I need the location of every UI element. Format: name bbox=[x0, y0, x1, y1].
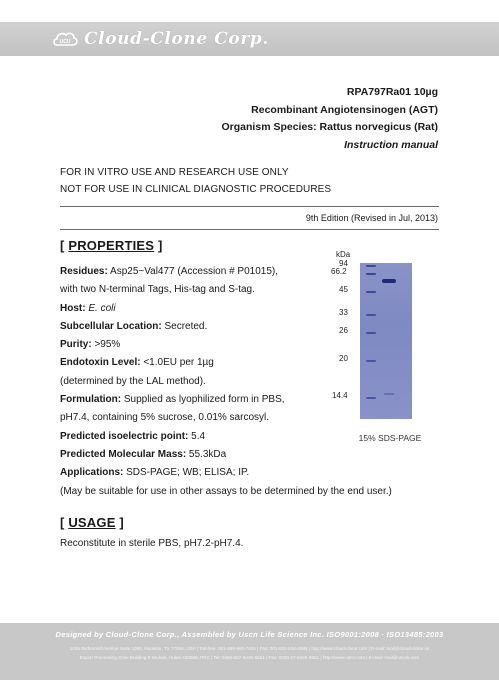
divider-edition bbox=[60, 229, 439, 230]
footer-address-prc: Export Processing Zone Building E Wuhan, Hubei 430056, PRC | Tel: 0086-027-8425-9551 | Fax: 0086-27-8425-9551 | http://www.uscn.com | E-mail: mail@uscnk.com bbox=[79, 655, 420, 660]
prop-host: Host: E. coli bbox=[60, 302, 116, 314]
use-notice-line-1: FOR IN VITRO USE AND RESEARCH USE ONLY bbox=[60, 167, 289, 178]
gel-image bbox=[360, 263, 412, 419]
prop-formulation-cont: pH7.4, containing 5% sucrose, 0.01% sarcosyl. bbox=[60, 412, 269, 424]
prop-purity: Purity: >95% bbox=[60, 339, 121, 351]
prop-residues: Residues: Asp25~Val477 (Accession # P01015), bbox=[60, 266, 279, 277]
use-notice bbox=[60, 164, 331, 198]
gel-unit-label: kDa bbox=[336, 250, 351, 259]
ladder-band bbox=[366, 265, 376, 267]
product-name: Recombinant Angiotensinogen (AGT) bbox=[251, 103, 438, 116]
marker-label: 20 bbox=[339, 354, 348, 363]
footer-credits: Designed by Cloud-Clone Corp., Assembled by Uscn Life Science Inc. ISO9001:2008 · ISO13485:2003 bbox=[55, 630, 444, 639]
properties-title: PROPERTIES bbox=[68, 238, 155, 253]
ladder-band bbox=[366, 332, 376, 334]
marker-label: 26 bbox=[339, 326, 348, 335]
ladder-band bbox=[366, 360, 376, 362]
catalog-number: RPA797Ra01 10µg bbox=[346, 86, 438, 98]
top-margin bbox=[0, 0, 499, 10]
footer-bar bbox=[0, 623, 499, 680]
organism-species: Organism Species: Rattus norvegicus (Rat) bbox=[221, 121, 438, 133]
marker-label: 94 bbox=[339, 259, 348, 268]
prop-location: Subcellular Location: Secreted. bbox=[60, 320, 208, 332]
ladder-band bbox=[366, 397, 376, 399]
marker-label: 66.2 bbox=[331, 267, 347, 276]
marker-label: 14.4 bbox=[332, 391, 348, 400]
product-header bbox=[222, 84, 438, 154]
ladder-band bbox=[366, 314, 376, 316]
prop-note: (May be suitable for use in other assays to be determined by the end user.) bbox=[60, 485, 392, 497]
prop-isoelectric-point: Predicted isoelectric point: 5.4 bbox=[60, 430, 206, 442]
sample-band bbox=[382, 279, 396, 283]
brand-logo bbox=[52, 27, 269, 51]
footer-address-usa: 1025 Richmond Avenue Suite 1058, Houston, TX 77006, USA | Toll-free: 001-888-960-7402 | Fax: 001-832-538-0088 | http://www.cloud-clone.com | E-mail: mail@cloud-clone.us bbox=[69, 646, 430, 651]
document-type: Instruction manual bbox=[344, 138, 438, 151]
prop-formulation: Formulation: Supplied as lyophilized form in PBS, bbox=[60, 394, 285, 406]
svg-text:UCU: UCU bbox=[59, 39, 71, 45]
prop-molecular-mass: Predicted Molecular Mass: 55.3kDa bbox=[60, 448, 227, 460]
brand-name: Cloud-Clone Corp. bbox=[84, 29, 269, 49]
divider-top bbox=[60, 206, 439, 207]
marker-label: 33 bbox=[339, 308, 348, 317]
prop-applications: Applications: SDS-PAGE; WB; ELISA; IP. bbox=[60, 467, 250, 479]
ladder-band bbox=[366, 273, 376, 275]
edition-info: 9th Edition (Revised in Jul, 2013) bbox=[305, 213, 438, 223]
properties-heading: [ PROPERTIES ] bbox=[60, 238, 163, 253]
prop-endotoxin: Endotoxin Level: <1.0EU per 1µg bbox=[60, 357, 214, 369]
usage-text: Reconstitute in sterile PBS, pH7.2-pH7.4. bbox=[60, 538, 244, 549]
gel-caption: 15% SDS-PAGE bbox=[358, 433, 422, 443]
prop-residues-cont: with two N-terminal Tags, His-tag and S-tag. bbox=[60, 284, 255, 296]
use-notice-line-2: NOT FOR USE IN CLINICAL DIAGNOSTIC PROCEDURES bbox=[60, 184, 332, 195]
usage-title: USAGE bbox=[68, 515, 116, 530]
marker-label: 45 bbox=[339, 285, 348, 294]
header-bar bbox=[0, 22, 499, 56]
usage-heading: [ USAGE ] bbox=[60, 515, 124, 530]
ladder-band bbox=[366, 291, 376, 293]
cloud-logo-icon bbox=[52, 28, 78, 50]
sample-band-faint bbox=[384, 393, 394, 395]
sds-page-gel-figure bbox=[330, 247, 440, 443]
prop-endotoxin-cont: (determined by the LAL method). bbox=[60, 375, 206, 387]
